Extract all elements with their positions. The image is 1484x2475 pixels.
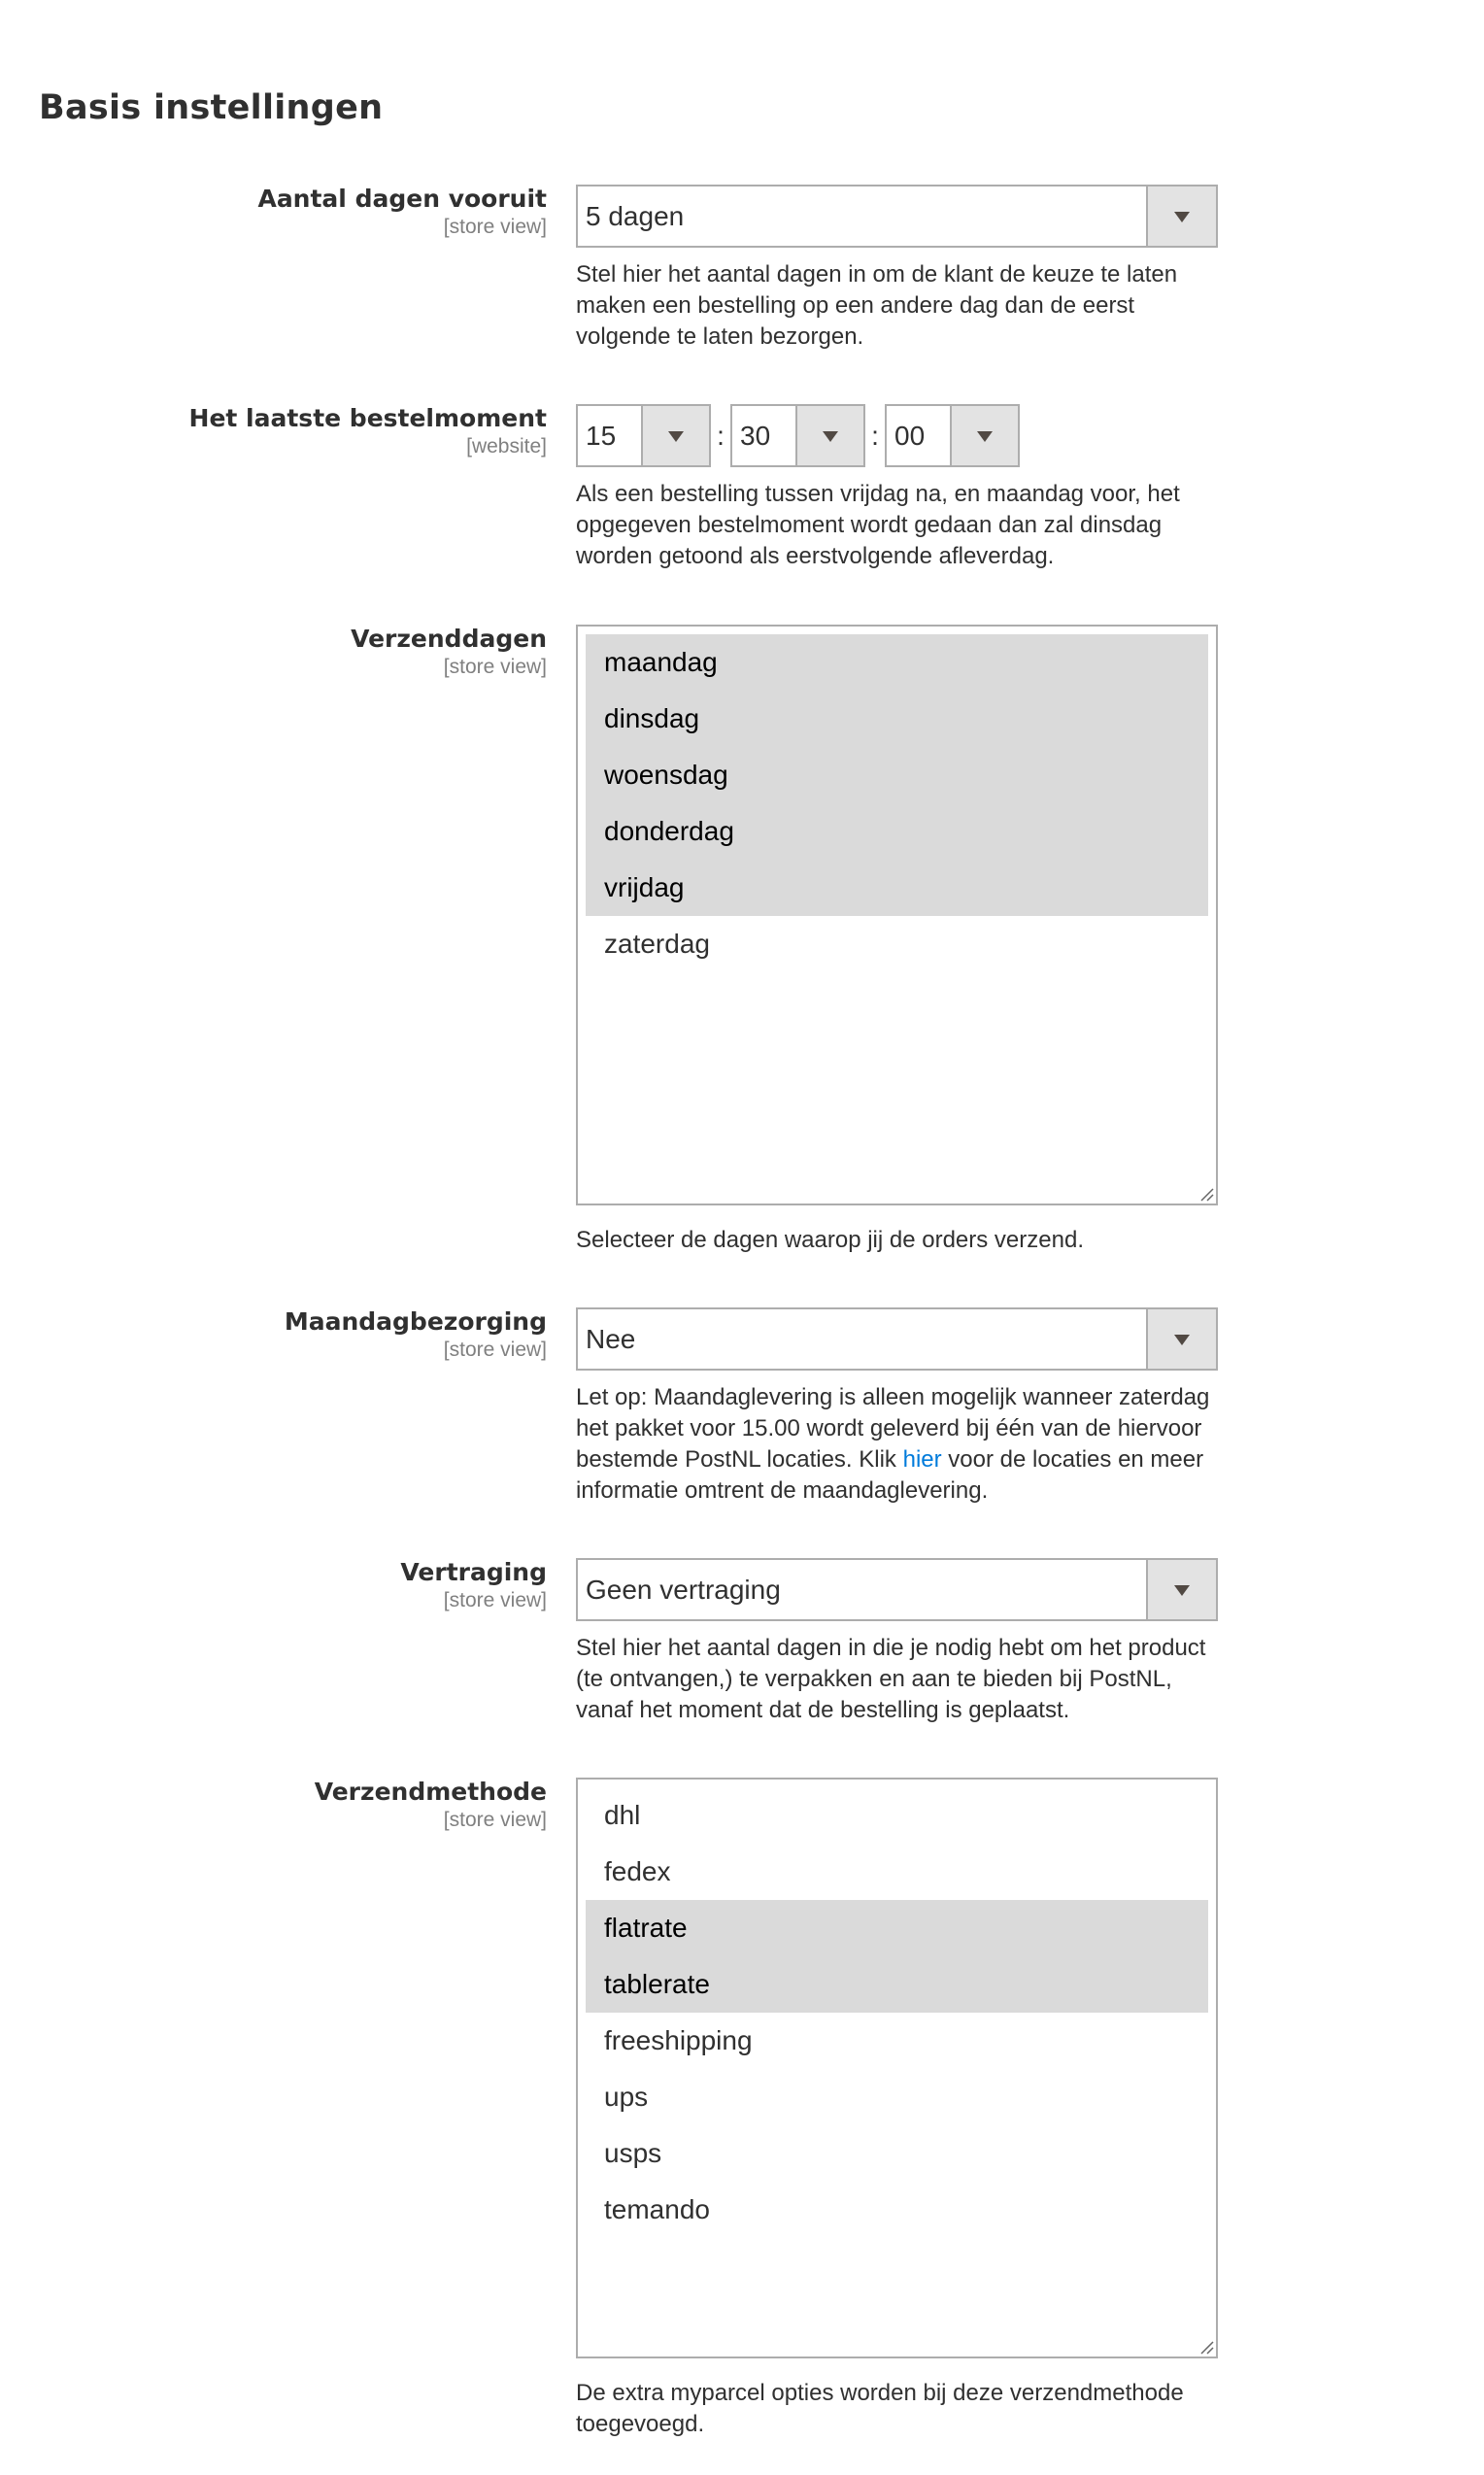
field-label-group — [257, 183, 547, 239]
field-comment: Stel hier het aantal dagen in om de klant de keuze te laten maken een bestelling op een andere dag dan de eerst volgende te laten bezorgen. — [576, 261, 1178, 350]
select-value: 30 — [740, 421, 771, 451]
field-label-group — [189, 402, 547, 458]
scope-label: [store view] — [443, 1589, 547, 1611]
info-link[interactable]: hier — [902, 1446, 942, 1473]
hour-select[interactable] — [576, 404, 711, 467]
listbox-option[interactable]: usps — [604, 2138, 662, 2168]
scope-label: [website] — [466, 435, 547, 458]
field-label: Verzenddagen — [351, 625, 547, 653]
chevron-down-icon — [823, 431, 838, 442]
dropdown-arrow-button[interactable] — [950, 406, 1018, 465]
field-comment: Als een bestelling tussen vrijdag na, en maandag voor, het opgegeven bestelmoment wordt gedaan dan zal dinsdag worden getoond als eerstvolgende afleverdag. — [576, 481, 1180, 569]
listbox-option[interactable]: fedex — [604, 1856, 671, 1886]
section-title: Basis instellingen — [39, 88, 384, 128]
field-comment: De extra myparcel opties worden bij deze verzendmethode toegevoegd. — [576, 2380, 1184, 2437]
field-comment — [576, 1382, 1227, 1507]
time-separator: : — [717, 420, 725, 451]
shipping-method-multiselect[interactable] — [576, 1778, 1218, 2358]
chevron-down-icon — [977, 431, 993, 442]
scope-label: [store view] — [443, 656, 547, 678]
listbox-option[interactable]: dhl — [604, 1800, 641, 1830]
field-label: Verzendmethode — [314, 1778, 547, 1806]
resize-grip-icon[interactable] — [1198, 1186, 1214, 1202]
time-separator: : — [871, 420, 879, 451]
listbox-option[interactable]: vrijdag — [586, 860, 1208, 916]
second-select[interactable] — [885, 404, 1020, 467]
field-comment: Selecteer de dagen waarop jij de orders verzend. — [576, 1227, 1084, 1253]
scope-label: [store view] — [443, 216, 547, 238]
select-value: 5 dagen — [586, 201, 685, 231]
select-value: 00 — [894, 421, 926, 451]
scope-label: [store view] — [443, 1339, 547, 1361]
field-label: Vertraging — [400, 1558, 547, 1586]
resize-grip-icon[interactable] — [1198, 2339, 1214, 2355]
dropdown-arrow-button[interactable] — [1146, 1560, 1216, 1619]
dropdown-arrow-button[interactable] — [641, 406, 709, 465]
comment-text: voor de locaties en meer informatie omtrent de maandaglevering. — [576, 1446, 1204, 1504]
chevron-down-icon — [1174, 1585, 1190, 1596]
listbox-option[interactable]: maandag — [586, 634, 1208, 691]
listbox-option[interactable]: woensdag — [586, 747, 1208, 803]
field-label-group — [400, 1556, 547, 1612]
select-value: 15 — [586, 421, 617, 451]
chevron-down-icon — [668, 431, 684, 442]
field-label: Aantal dagen vooruit — [257, 185, 547, 213]
chevron-down-icon — [1174, 1335, 1190, 1345]
listbox-option[interactable]: tablerate — [586, 1956, 1208, 2013]
comment-text: Let op: Maandaglevering is alleen mogelijk wanneer zaterdag het pakket voor 15.00 wordt geleverd bij één van de hiervoor bestemde PostNL locaties. Klik — [576, 1384, 1210, 1473]
field-label: Het laatste bestelmoment — [188, 404, 547, 432]
delay-select[interactable] — [576, 1558, 1218, 1621]
scope-label: [store view] — [443, 1809, 547, 1831]
listbox-option[interactable]: ups — [604, 2082, 649, 2112]
minute-select[interactable] — [730, 404, 865, 467]
field-label-group — [285, 1305, 547, 1362]
listbox-option[interactable]: dinsdag — [586, 691, 1208, 747]
listbox-option[interactable]: flatrate — [586, 1900, 1208, 1956]
dropdown-arrow-button[interactable] — [1146, 1309, 1216, 1369]
dropdown-arrow-button[interactable] — [795, 406, 863, 465]
time-picker — [576, 404, 1218, 467]
dropdown-arrow-button[interactable] — [1146, 186, 1216, 246]
field-comment: Stel hier het aantal dagen in die je nodig hebt om het product (te ontvangen,) te verpakken en aan te bieden bij PostNL, vanaf het moment dat de bestelling is geplaatst. — [576, 1635, 1206, 1723]
field-label-group — [351, 623, 547, 679]
listbox-option[interactable]: donderdag — [586, 803, 1208, 860]
listbox-option[interactable]: freeshipping — [604, 2025, 753, 2055]
select-value: Nee — [586, 1324, 636, 1354]
days-ahead-select[interactable] — [576, 185, 1218, 248]
field-label-group — [315, 1776, 547, 1832]
listbox-option[interactable]: temando — [604, 2194, 710, 2224]
shipping-days-multiselect[interactable] — [576, 625, 1218, 1205]
listbox-option[interactable]: zaterdag — [604, 929, 710, 959]
monday-delivery-select[interactable] — [576, 1307, 1218, 1371]
select-value: Geen vertraging — [586, 1575, 781, 1605]
field-label: Maandagbezorging — [284, 1307, 547, 1336]
chevron-down-icon — [1174, 212, 1190, 222]
